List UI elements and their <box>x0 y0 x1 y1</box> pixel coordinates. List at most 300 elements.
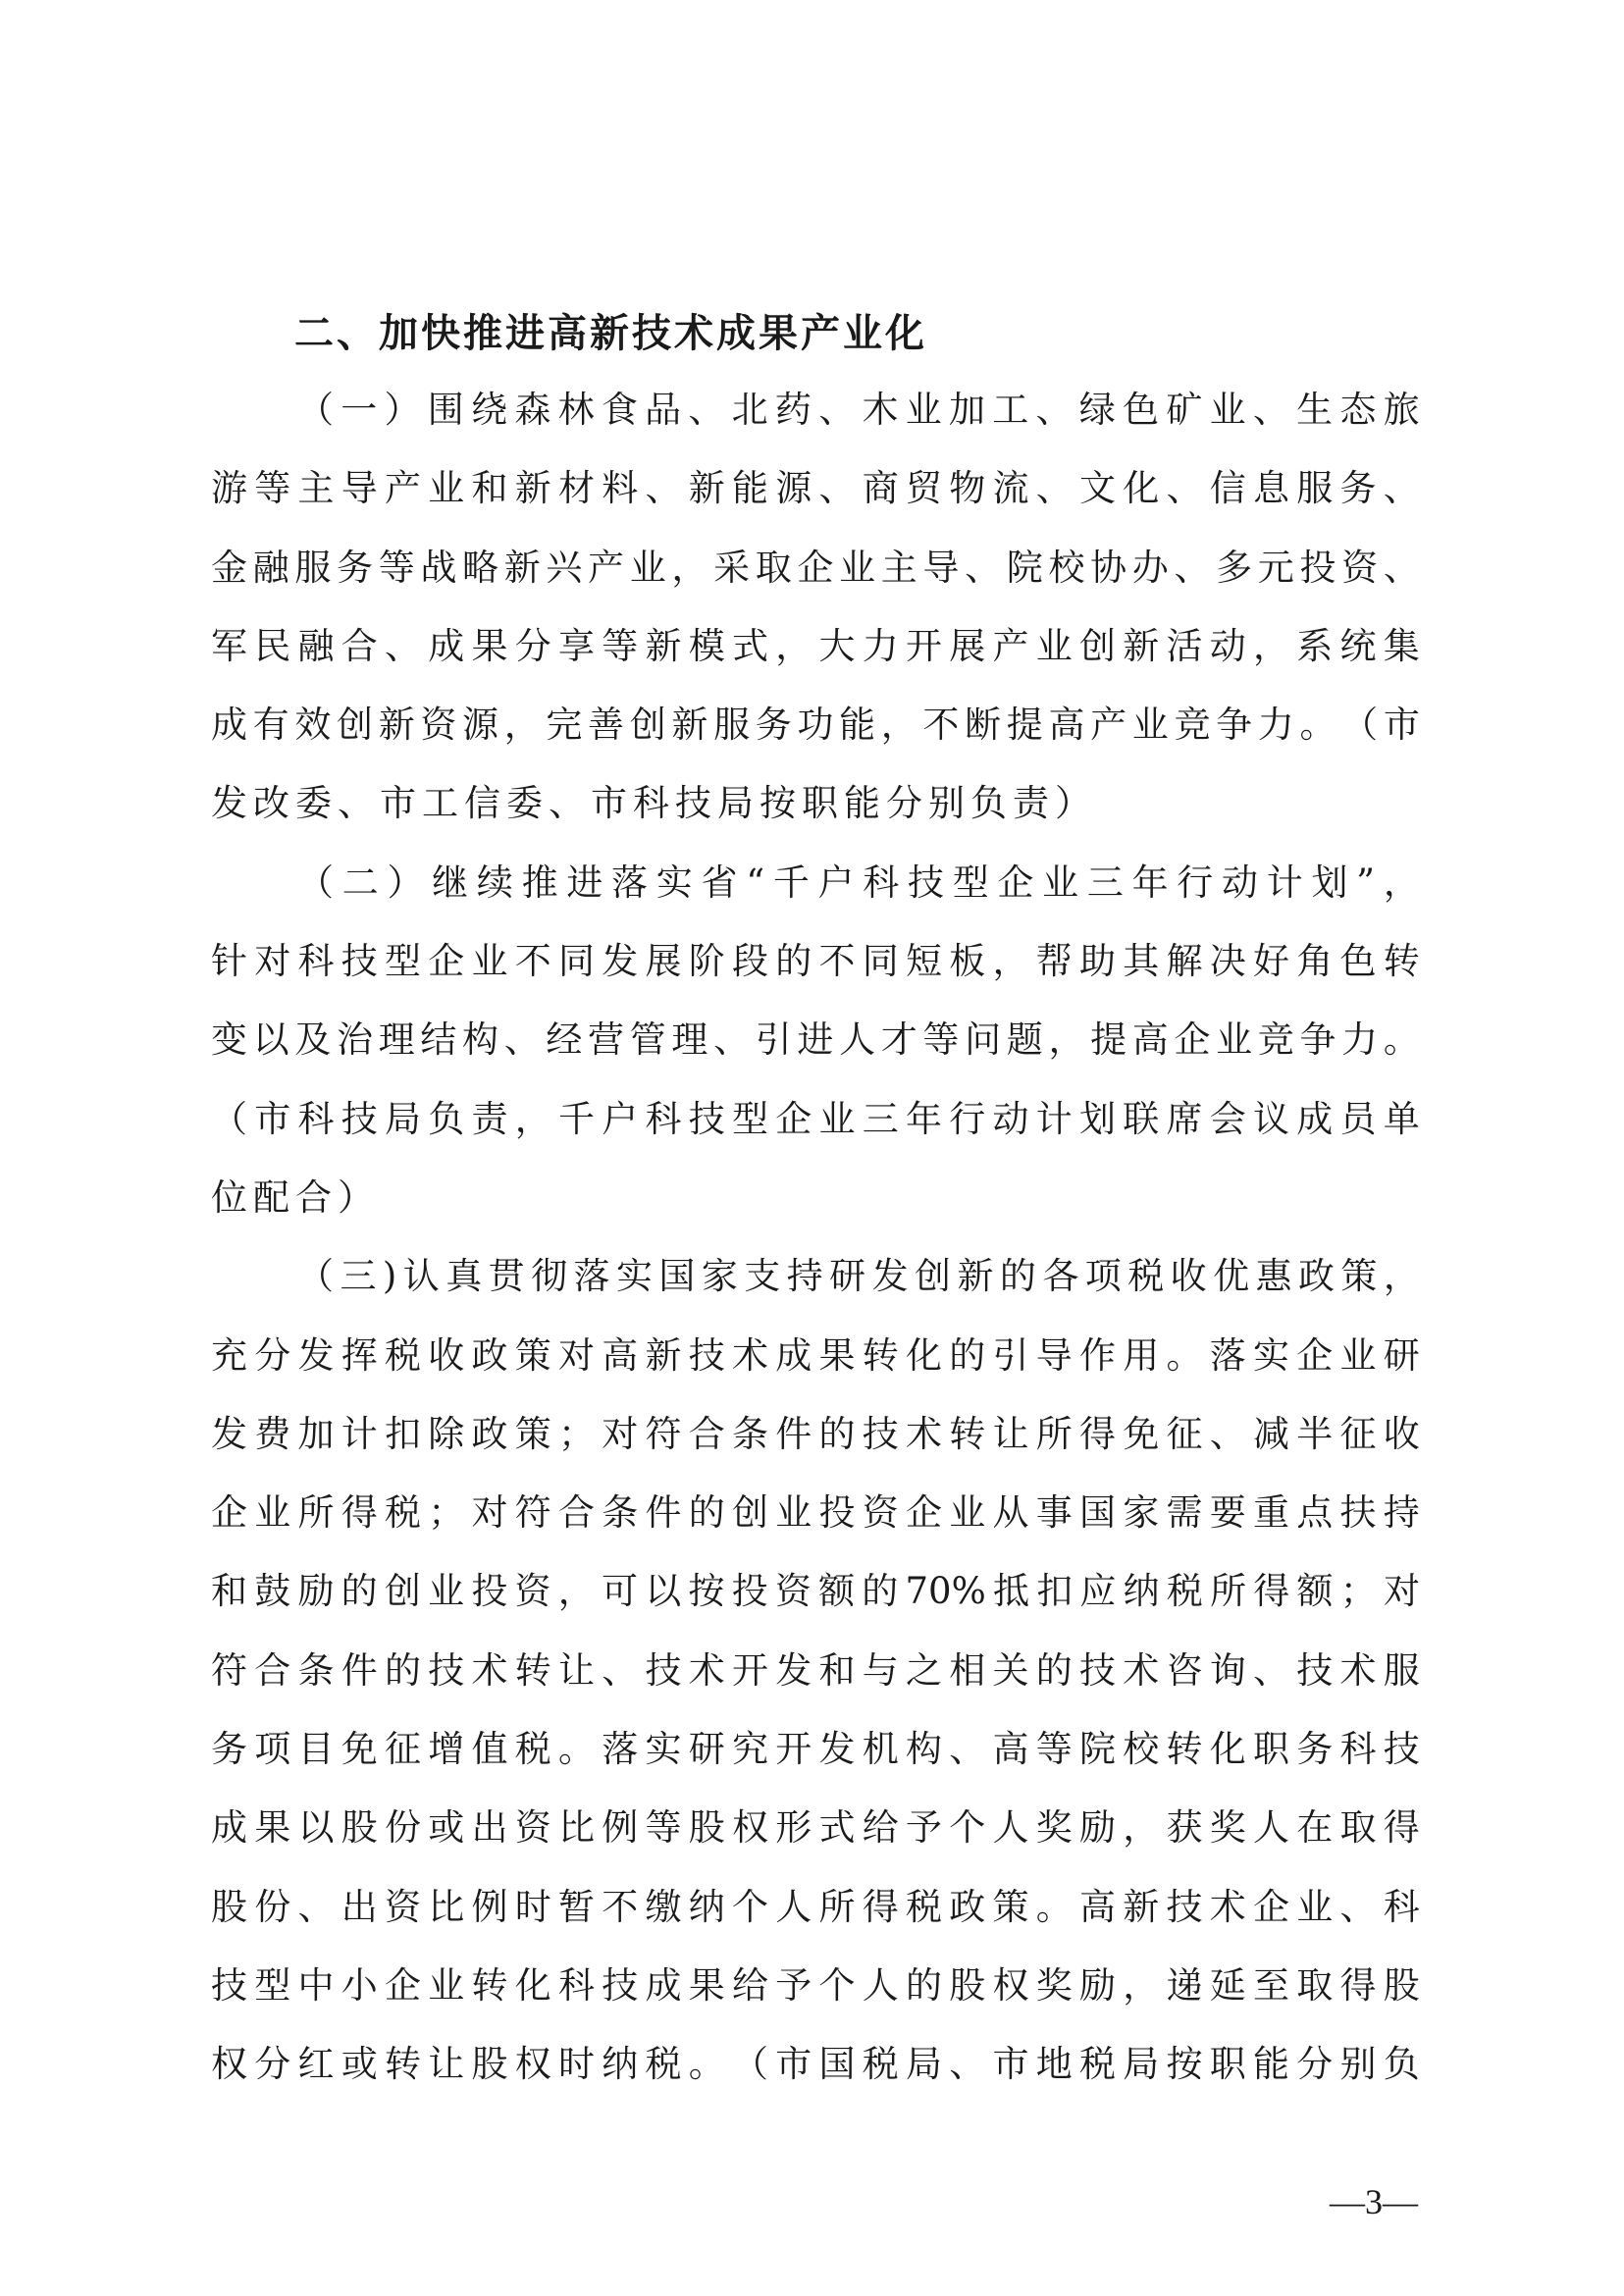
glyph: 开 <box>732 1648 768 1692</box>
glyph: 人 <box>1253 1806 1289 1850</box>
glyph: 技 <box>907 861 944 904</box>
glyph: 三 <box>1086 861 1124 904</box>
glyph: 符 <box>514 1491 551 1535</box>
glyph: 费 <box>254 1412 291 1455</box>
glyph: 技 <box>602 1963 639 2007</box>
glyph: 支 <box>744 1255 781 1298</box>
glyph: 产 <box>385 467 421 510</box>
glyph: 、 <box>965 546 1002 589</box>
glyph: 认 <box>402 1255 440 1298</box>
glyph: 发 <box>297 1333 335 1377</box>
glyph: 三 <box>340 1255 377 1298</box>
glyph: 发 <box>818 1728 856 1771</box>
glyph: 新 <box>957 1255 994 1298</box>
glyph: 、 <box>1339 1885 1377 1928</box>
glyph: 按 <box>1166 2043 1203 2086</box>
glyph: 权 <box>732 1806 768 1850</box>
glyph: 技 <box>688 1333 725 1377</box>
glyph: 人 <box>862 1963 899 2007</box>
glyph: 点 <box>1296 1491 1334 1535</box>
glyph: 例 <box>602 1806 639 1850</box>
glyph: 技 <box>211 1963 247 2007</box>
glyph: 物 <box>949 467 986 510</box>
glyph: 权 <box>992 1963 1029 2007</box>
glyph: 才 <box>880 1018 917 1062</box>
glyph: 业 <box>428 467 465 510</box>
glyph: （ <box>297 861 334 904</box>
glyph: 息 <box>1253 467 1289 510</box>
glyph: 系 <box>1296 624 1334 667</box>
glyph: 技 <box>1296 1648 1334 1692</box>
glyph: 的 <box>818 1412 856 1455</box>
glyph: 员 <box>1339 1097 1377 1140</box>
glyph: 业 <box>629 546 666 589</box>
glyph: 予 <box>906 1806 942 1850</box>
glyph: ， <box>514 1097 551 1140</box>
glyph: 技 <box>1383 1728 1420 1771</box>
glyph: 力 <box>1257 704 1294 747</box>
glyph: 创 <box>384 1570 421 1613</box>
glyph: 实 <box>1253 1333 1289 1377</box>
glyph: 贯 <box>488 1255 525 1298</box>
glyph: 信 <box>1209 467 1246 510</box>
glyph: 断 <box>965 704 1002 747</box>
glyph: 校 <box>1123 1728 1160 1771</box>
glyph: 科 <box>297 940 335 983</box>
glyph: 生 <box>1296 389 1334 431</box>
glyph: 引 <box>755 1018 792 1062</box>
glyph: 业 <box>1216 1018 1253 1062</box>
glyph: 管 <box>629 1018 666 1062</box>
paragraph-1 <box>211 371 1420 844</box>
glyph: 企 <box>385 1963 421 2007</box>
glyph: 户 <box>602 1097 639 1140</box>
glyph: 院 <box>1079 1728 1116 1771</box>
glyph: 工 <box>992 389 1029 431</box>
glyph: 服 <box>294 546 332 589</box>
glyph: 缴 <box>645 1885 682 1928</box>
text-line <box>211 371 1420 449</box>
glyph: “ <box>746 861 765 904</box>
glyph: 机 <box>862 1728 899 1771</box>
glyph: 功 <box>797 704 834 747</box>
glyph: 型 <box>385 940 421 983</box>
glyph: 实 <box>615 1255 653 1298</box>
glyph: ， <box>880 704 917 747</box>
glyph: 品 <box>645 389 682 431</box>
glyph: ， <box>671 546 708 589</box>
glyph: 、 <box>503 1018 541 1062</box>
glyph: 合 <box>341 624 378 667</box>
glyph: 可 <box>601 1570 638 1613</box>
glyph: 、 <box>949 2043 986 2086</box>
glyph: 争 <box>1216 704 1253 747</box>
text-line <box>211 1237 1420 1316</box>
glyph: 业 <box>1209 389 1246 431</box>
glyph: 对 <box>254 940 291 983</box>
glyph: 新 <box>1123 1885 1160 1928</box>
text-line <box>211 1632 1420 1710</box>
glyph: ， <box>992 940 1029 983</box>
glyph: 等 <box>378 546 415 589</box>
glyph: 给 <box>732 1963 768 2007</box>
glyph: 不 <box>514 940 551 983</box>
glyph: 高 <box>602 1333 639 1377</box>
glyph: 元 <box>1257 546 1294 589</box>
glyph: 、 <box>1383 467 1420 510</box>
text-line <box>211 1710 1420 1789</box>
glyph: （ <box>1341 704 1379 747</box>
glyph: 动 <box>992 1097 1029 1140</box>
glyph: 高 <box>992 1728 1029 1771</box>
glyph: 额 <box>818 1570 856 1613</box>
glyph: 业 <box>949 1491 986 1535</box>
glyph: 。 <box>1166 1333 1203 1377</box>
glyph: 导 <box>922 546 960 589</box>
glyph: 行 <box>949 1097 986 1140</box>
glyph: 策 <box>514 1333 551 1377</box>
glyph: 同 <box>558 940 595 983</box>
glyph: 条 <box>732 1412 768 1455</box>
glyph: 型 <box>254 1963 291 2007</box>
glyph: 技 <box>1166 1885 1203 1928</box>
glyph: 合 <box>688 1412 725 1455</box>
glyph: 股 <box>688 1806 725 1850</box>
glyph: 角 <box>1296 940 1334 983</box>
glyph: 活 <box>1166 624 1203 667</box>
glyph: 要 <box>1209 1491 1246 1535</box>
glyph: 业 <box>775 1491 812 1535</box>
glyph: 果 <box>818 1333 856 1377</box>
glyph: 采 <box>713 546 751 589</box>
glyph: 的 <box>999 1255 1036 1298</box>
glyph: 励 <box>1079 1806 1116 1850</box>
glyph: 源 <box>462 704 499 747</box>
glyph: 企 <box>211 1491 247 1535</box>
glyph: 市 <box>992 2043 1029 2086</box>
glyph: 和 <box>211 1570 247 1613</box>
glyph: 时 <box>558 2043 595 2086</box>
glyph: 等 <box>602 624 639 667</box>
glyph: 扶 <box>1339 1491 1377 1535</box>
glyph: ； <box>428 1491 465 1535</box>
glyph: 对 <box>558 1333 595 1377</box>
glyph: 励 <box>297 1570 335 1613</box>
glyph: 成 <box>775 1333 812 1377</box>
glyph: 究 <box>732 1728 768 1771</box>
glyph: 实 <box>645 1728 682 1771</box>
text-line <box>211 1868 1420 1947</box>
glyph: 战 <box>420 546 457 589</box>
glyph: 绕 <box>471 389 508 431</box>
glyph: 负 <box>1383 2043 1420 2086</box>
glyph: 按 <box>688 1570 725 1613</box>
glyph: 的 <box>385 1648 421 1692</box>
glyph: 市 <box>254 1097 291 1140</box>
glyph: 资 <box>514 1570 551 1613</box>
glyph: 席 <box>1166 1097 1203 1140</box>
text-line <box>211 1552 1420 1631</box>
text-line: 发改委、市工信委、市科技局按职能分别负责） <box>211 782 1097 825</box>
glyph: 计 <box>341 1412 378 1455</box>
glyph: 税 <box>514 1728 551 1771</box>
glyph: ； <box>558 1412 595 1455</box>
glyph: 主 <box>297 467 335 510</box>
glyph: 合 <box>254 1648 291 1692</box>
glyph: 办 <box>1131 546 1169 589</box>
glyph: 林 <box>557 389 595 431</box>
glyph: 红 <box>297 2043 335 2086</box>
glyph: 企 <box>775 1097 812 1140</box>
glyph: 。 <box>1299 704 1336 747</box>
glyph: 负 <box>428 1097 465 1140</box>
glyph: 资 <box>774 1570 812 1613</box>
text-line <box>211 1474 1420 1552</box>
glyph: 竞 <box>1174 704 1211 747</box>
glyph: 形 <box>775 1806 812 1850</box>
text-line <box>211 607 1420 686</box>
glyph: 资 <box>1341 546 1379 589</box>
glyph: 应 <box>1079 1570 1117 1613</box>
glyph: 新 <box>1123 624 1160 667</box>
glyph: 发 <box>211 1412 247 1455</box>
glyph: 问 <box>965 1018 1002 1062</box>
glyph: 短 <box>906 940 942 983</box>
glyph: 色 <box>1339 940 1377 983</box>
glyph: 段 <box>732 940 768 983</box>
glyph: 投 <box>471 1570 508 1613</box>
glyph: 源 <box>775 467 812 510</box>
glyph: 型 <box>732 1097 768 1140</box>
glyph: 技 <box>341 1097 378 1140</box>
glyph: 政 <box>471 1412 508 1455</box>
glyph: 转 <box>514 1648 551 1692</box>
glyph: 成 <box>645 1963 682 2007</box>
text-line <box>211 844 1420 922</box>
glyph: 投 <box>1299 546 1336 589</box>
glyph: 军 <box>211 624 247 667</box>
glyph: 项 <box>1084 1255 1122 1298</box>
glyph: 作 <box>1079 1333 1116 1377</box>
glyph: 等 <box>645 1806 682 1850</box>
glyph: 股 <box>949 1963 986 2007</box>
glyph: 资 <box>385 1885 421 1928</box>
glyph: 服 <box>1383 1648 1420 1692</box>
glyph: 税 <box>1166 1570 1203 1613</box>
glyph: 融 <box>297 624 335 667</box>
glyph: 型 <box>952 861 989 904</box>
glyph: 除 <box>428 1412 465 1455</box>
glyph: 联 <box>1123 1097 1160 1140</box>
glyph: 、 <box>818 467 856 510</box>
glyph: 、 <box>385 624 421 667</box>
text-line <box>211 529 1420 607</box>
glyph: 企 <box>1253 1885 1289 1928</box>
glyph: 提 <box>1006 704 1043 747</box>
glyph: 高 <box>1079 1885 1116 1928</box>
glyph: 转 <box>385 2043 421 2086</box>
glyph: 不 <box>818 940 856 983</box>
glyph: 果 <box>254 1806 291 1850</box>
section-heading: 二、加快推进高新技术成果产业化 <box>294 311 927 356</box>
glyph: 千 <box>558 1097 595 1140</box>
glyph: 政 <box>471 1333 508 1377</box>
glyph: 不 <box>922 704 960 747</box>
glyph: 局 <box>385 1097 421 1140</box>
glyph: 彻 <box>531 1255 568 1298</box>
glyph: 兴 <box>546 546 583 589</box>
glyph: 服 <box>713 704 751 747</box>
glyph: 项 <box>254 1728 291 1771</box>
glyph: 导 <box>1035 1333 1073 1377</box>
glyph: 投 <box>731 1570 768 1613</box>
glyph: 竞 <box>1257 1018 1294 1062</box>
glyph: 国 <box>658 1255 696 1298</box>
glyph: 展 <box>949 624 986 667</box>
glyph: 能 <box>1253 2043 1289 2086</box>
glyph: 态 <box>1339 389 1377 431</box>
glyph: 务 <box>1339 467 1377 510</box>
glyph: 技 <box>862 1412 899 1455</box>
glyph: 市 <box>1383 704 1420 747</box>
glyph: 策 <box>514 1412 551 1455</box>
glyph: 绿 <box>1078 389 1116 431</box>
glyph: 税 <box>385 1491 421 1535</box>
glyph: 式 <box>818 1806 856 1850</box>
glyph: 解 <box>1166 940 1203 983</box>
glyph: 、 <box>1253 1648 1289 1692</box>
glyph: 人 <box>839 1018 876 1062</box>
glyph: 术 <box>1123 1648 1160 1692</box>
glyph: 之 <box>906 1648 942 1692</box>
glyph: 纳 <box>688 1885 725 1928</box>
glyph: ） <box>387 861 424 904</box>
glyph: 鼓 <box>254 1570 291 1613</box>
glyph: 、 <box>1209 1412 1246 1455</box>
glyph: 创 <box>732 1491 768 1535</box>
glyph: 好 <box>1253 940 1289 983</box>
glyph: 减 <box>1253 1412 1289 1455</box>
glyph: 术 <box>1339 1648 1377 1692</box>
glyph: 、 <box>602 1648 639 1692</box>
glyph: 民 <box>254 624 291 667</box>
glyph: 创 <box>915 1255 951 1298</box>
glyph: 和 <box>471 467 508 510</box>
glyph: 计 <box>1266 861 1303 904</box>
glyph: 让 <box>428 2043 465 2086</box>
glyph: 划 <box>1079 1097 1116 1140</box>
glyph: 成 <box>211 704 247 747</box>
glyph: 征 <box>385 1728 421 1771</box>
glyph: 税 <box>1127 1255 1165 1298</box>
glyph: 落 <box>602 1728 639 1771</box>
glyph: 业 <box>839 546 876 589</box>
glyph: 符 <box>211 1648 247 1692</box>
glyph: 题 <box>1006 1018 1043 1062</box>
glyph: 科 <box>1339 1728 1377 1771</box>
glyph: 技 <box>1079 1648 1116 1692</box>
glyph: 对 <box>1383 1570 1420 1613</box>
glyph: 别 <box>1339 2043 1377 2086</box>
glyph: 针 <box>211 940 247 983</box>
text-line <box>211 449 1420 528</box>
glyph: 增 <box>428 1728 465 1771</box>
glyph: 校 <box>1048 546 1085 589</box>
glyph: 展 <box>645 940 682 983</box>
glyph: 奖 <box>1035 1806 1073 1850</box>
glyph: 围 <box>427 389 464 431</box>
glyph: 职 <box>1209 2043 1246 2086</box>
glyph: 的 <box>906 1963 942 2007</box>
glyph: 人 <box>992 1806 1029 1850</box>
glyph: 让 <box>992 1412 1029 1455</box>
glyph: 扣 <box>1036 1570 1074 1613</box>
glyph: 阶 <box>688 940 725 983</box>
glyph: 业 <box>254 1491 291 1535</box>
glyph: 用 <box>1123 1333 1160 1377</box>
glyph: 发 <box>602 940 639 983</box>
glyph: 及 <box>294 1018 332 1062</box>
glyph: 以 <box>252 1018 289 1062</box>
glyph: 重 <box>1253 1491 1289 1535</box>
glyph: 、 <box>1166 467 1203 510</box>
glyph: 创 <box>337 704 374 747</box>
glyph: 分 <box>514 624 551 667</box>
glyph: 局 <box>906 2043 942 2086</box>
glyph: 份 <box>385 1806 421 1850</box>
glyph: 转 <box>1166 1728 1203 1771</box>
glyph: 以 <box>297 1806 335 1850</box>
glyph: 惠 <box>1255 1255 1292 1298</box>
glyph: 业 <box>428 1570 465 1613</box>
glyph: 进 <box>566 861 603 904</box>
text-line <box>211 922 1420 1001</box>
glyph: 帮 <box>1035 940 1073 983</box>
glyph: 得 <box>1383 1806 1420 1850</box>
glyph: 取 <box>1296 1963 1334 2007</box>
glyph: 术 <box>732 1333 768 1377</box>
glyph: （ <box>732 2043 768 2086</box>
glyph: 予 <box>775 1963 812 2007</box>
glyph: 转 <box>949 1412 986 1455</box>
glyph: 旅 <box>1383 389 1420 431</box>
glyph: 游 <box>211 467 247 510</box>
glyph: 分 <box>1296 2043 1334 2086</box>
glyph: 文 <box>1079 467 1116 510</box>
glyph: 业 <box>905 389 942 431</box>
glyph: 食 <box>601 389 638 431</box>
glyph: 构 <box>906 1728 942 1771</box>
glyph: 省 <box>701 861 738 904</box>
glyph: 二 <box>341 861 379 904</box>
glyph: 税 <box>862 2043 899 2086</box>
glyph: 业 <box>1035 624 1073 667</box>
glyph: 税 <box>645 2043 682 2086</box>
glyph: 力 <box>862 624 899 667</box>
glyph: 新 <box>688 467 725 510</box>
glyph: 的 <box>688 1491 725 1535</box>
glyph: 争 <box>1299 1018 1336 1062</box>
glyph: 至 <box>1253 1963 1289 2007</box>
glyph: 料 <box>602 467 639 510</box>
glyph: 企 <box>428 940 465 983</box>
glyph: 实 <box>655 861 693 904</box>
glyph: 治 <box>337 1018 374 1062</box>
glyph: 业 <box>471 940 508 983</box>
glyph: 目 <box>297 1728 335 1771</box>
glyph: 或 <box>428 1806 465 1850</box>
glyph: 加 <box>948 389 985 431</box>
